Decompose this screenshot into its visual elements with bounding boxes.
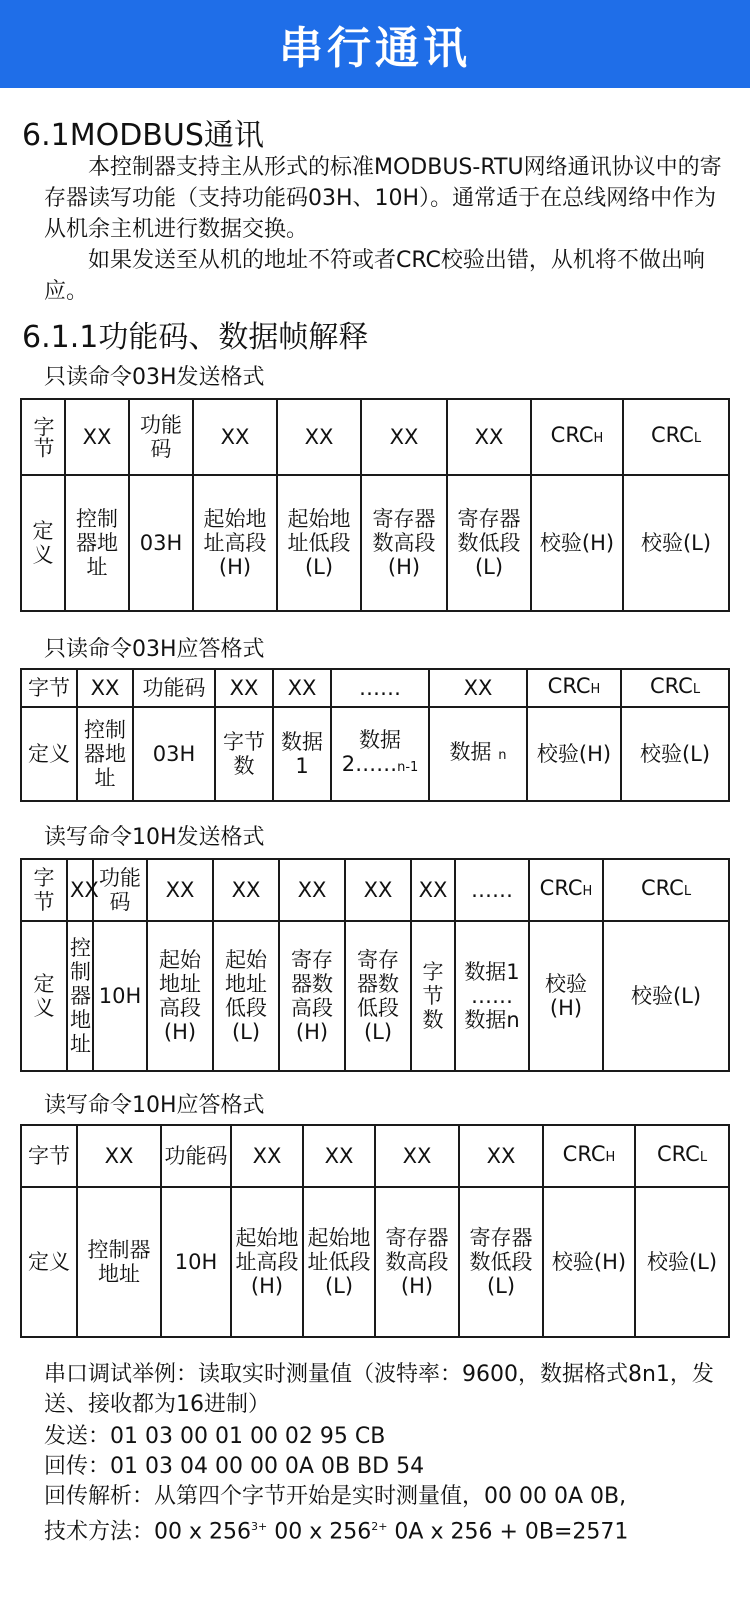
cell: 数据1 …… 数据n [455, 921, 529, 1071]
cell: 起始地址高段(H) [231, 1187, 303, 1337]
example-send: 发送：01 03 00 01 00 02 95 CB [44, 1424, 386, 1449]
cell: 校验(L) [603, 921, 729, 1071]
cell: 10H [93, 921, 147, 1071]
table2-caption: 只读命令03H应答格式 [44, 637, 265, 662]
cell: 03H [133, 707, 215, 801]
cell: CRCH [543, 1125, 635, 1187]
cell: XX [277, 399, 361, 475]
cell: 寄存器数高段(H) [279, 921, 345, 1071]
cell: 字节数 [215, 707, 273, 801]
cell: 寄存器数高段(H) [361, 475, 447, 611]
cell: 数据1 [273, 707, 331, 801]
cell: …… [331, 669, 429, 707]
cell: 校验(H) [527, 707, 621, 801]
table-10h-reply [20, 1124, 730, 1338]
table-row [21, 1187, 729, 1337]
cell: CRCL [623, 399, 729, 475]
table-row [21, 1125, 729, 1187]
cell: XX [67, 859, 93, 921]
table-row [21, 707, 729, 801]
cell: 校验(H) [529, 921, 603, 1071]
cell: 寄存器数低段(L) [345, 921, 411, 1071]
cell: 起始地址高段(H) [147, 921, 213, 1071]
cell: 功能码 [93, 859, 147, 921]
table-row [21, 399, 729, 475]
cell: XX [279, 859, 345, 921]
cell: 起始地址低段(L) [213, 921, 279, 1071]
cell: 定义 [21, 1187, 77, 1337]
table-03h-reply [20, 668, 730, 802]
cell: 10H [161, 1187, 231, 1337]
cell: XX [147, 859, 213, 921]
cell: CRCH [527, 669, 621, 707]
cell: XX [447, 399, 531, 475]
cell: 功能码 [133, 669, 215, 707]
cell: 功能码 [129, 399, 193, 475]
cell: XX [231, 1125, 303, 1187]
cell: 起始地址低段(L) [277, 475, 361, 611]
intro-paragraph: 本控制器支持主从形式的标准MODBUS-RTU网络通讯协议中的寄存器读写功能（支持功能码03H、10H）。通常适于在总线网络中作为从机余主机进行数据交换。 [44, 155, 722, 242]
table-row [21, 859, 729, 921]
cell: 定义 [21, 921, 67, 1071]
cell: 校验(L) [635, 1187, 729, 1337]
table-10h-send [20, 858, 730, 1072]
cell: XX [459, 1125, 543, 1187]
cell: XX [375, 1125, 459, 1187]
cell: XX [303, 1125, 375, 1187]
section-title-modbus: 6.1MODBUS通讯 [22, 118, 264, 153]
cell: 起始地址低段(L) [303, 1187, 375, 1337]
cell: 定义 [21, 475, 65, 611]
example-description: 串口调试举例：读取实时测量值（波特率：9600，数据格式8n1，发送、接收都为16进制） [44, 1362, 714, 1417]
cell: 控制器地址 [77, 707, 133, 801]
table-row [21, 475, 729, 611]
cell: 寄存器数高段(H) [375, 1187, 459, 1337]
example-method: 技术方法：00 x $256^{3+}$ 00 x $256^{2+}$ 0A x 256 + 0B=2571 [44, 1519, 629, 1545]
cell: …… [455, 859, 529, 921]
cell: 寄存器数低段(L) [447, 475, 531, 611]
cell: 控制器地址 [77, 1187, 161, 1337]
cell: CRCH [529, 859, 603, 921]
cell: 定义 [21, 707, 77, 801]
cell: 校验(H) [531, 475, 623, 611]
cell: XX [213, 859, 279, 921]
table-row [21, 921, 729, 1071]
cell: 字节 [21, 1125, 77, 1187]
cell: 控制器地址 [67, 921, 93, 1071]
cell: 字节数 [411, 921, 455, 1071]
cell: 功能码 [161, 1125, 231, 1187]
cell: XX [77, 1125, 161, 1187]
table-03h-send [20, 398, 730, 612]
cell: CRCL [603, 859, 729, 921]
cell: 字节 [21, 399, 65, 475]
cell: 控制器地址 [65, 475, 129, 611]
cell: XX [361, 399, 447, 475]
cell: XX [345, 859, 411, 921]
cell: 03H [129, 475, 193, 611]
cell: CRCH [531, 399, 623, 475]
cell: XX [411, 859, 455, 921]
cell: XX [77, 669, 133, 707]
cell: CRCL [621, 669, 729, 707]
section-title-frames: 6.1.1功能码、数据帧解释 [22, 320, 369, 355]
cell: 字节 [21, 859, 67, 921]
cell: XX [65, 399, 129, 475]
cell: 数据 n [429, 707, 527, 801]
cell: 字节 [21, 669, 77, 707]
cell: CRCL [635, 1125, 729, 1187]
crc-paragraph: 如果发送至从机的地址不符或者CRC校验出错，从机将不做出响应。 [44, 248, 705, 304]
cell: XX [273, 669, 331, 707]
cell: XX [429, 669, 527, 707]
page-title: 串行通讯 [279, 23, 471, 74]
example-reply: 回传：01 03 04 00 00 0A 0B BD 54 [44, 1454, 425, 1479]
cell: 校验(L) [621, 707, 729, 801]
cell: 数据 2……n-1 [331, 707, 429, 801]
page-header [0, 0, 750, 88]
cell: 寄存器数低段(L) [459, 1187, 543, 1337]
cell: 起始地址高段(H) [193, 475, 277, 611]
cell: 校验(H) [543, 1187, 635, 1337]
cell: XX [193, 399, 277, 475]
table4-caption: 读写命令10H应答格式 [44, 1093, 265, 1118]
table1-caption: 只读命令03H发送格式 [44, 365, 265, 390]
example-parse: 回传解析：从第四个字节开始是实时测量值，00 00 0A 0B, [44, 1484, 627, 1509]
cell: XX [215, 669, 273, 707]
table3-caption: 读写命令10H发送格式 [44, 825, 265, 850]
table-row [21, 669, 729, 707]
cell: 校验(L) [623, 475, 729, 611]
